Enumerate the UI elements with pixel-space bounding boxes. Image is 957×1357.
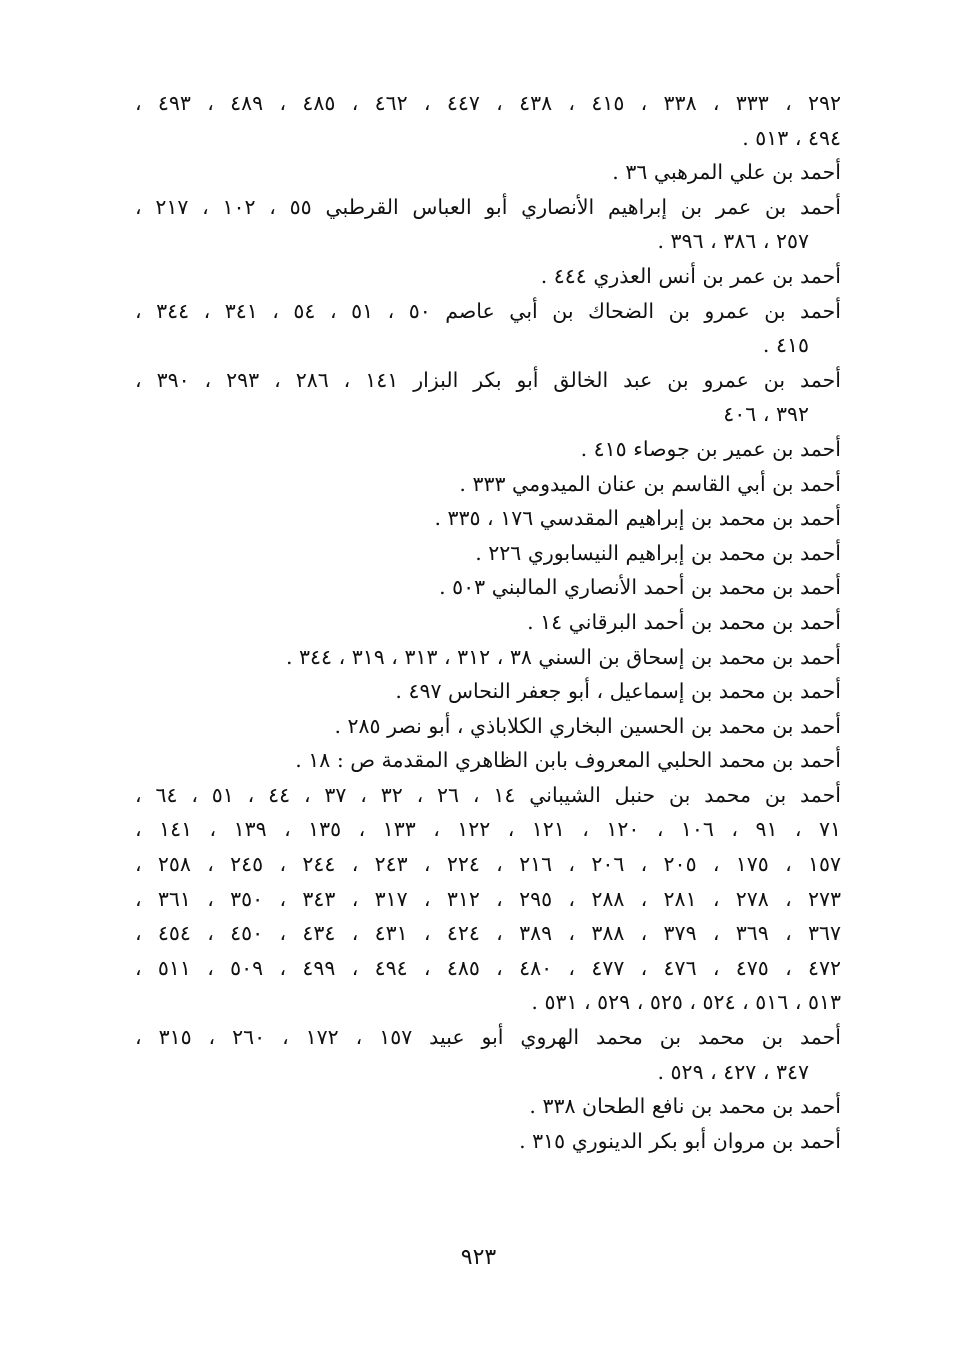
entry-line: أحمد بن محمد بن حنبل الشيباني ١٤ ، ٢٦ ، ٣٢ ، ٣٧ ، ٤٤ ، ٥١ ، ٦٤ ، [135, 782, 841, 807]
entry-line: ٣٩٢ ، ٤٠٦ [723, 402, 809, 427]
entry-line: أحمد بن عمرو بن الضحاك بن أبي عاصم ٥٠ ، ٥١ ، ٥٤ ، ٣٤١ ، ٣٤٤ ، [135, 298, 841, 323]
entry-line: ٢٧٣ ، ٢٧٨ ، ٢٨١ ، ٢٨٨ ، ٢٩٥ ، ٣١٢ ، ٣١٧ ، ٣٤٣ ، ٣٥٠ ، ٣٦١ ، [135, 886, 841, 911]
entry-line: أحمد بن محمد بن إبراهيم النيسابوري ٢٢٦ . [475, 540, 841, 565]
entry-line: ٣٦٧ ، ٣٦٩ ، ٣٧٩ ، ٣٨٨ ، ٣٨٩ ، ٤٢٤ ، ٤٣١ ، ٤٣٤ ، ٤٥٠ ، ٤٥٤ ، [135, 921, 841, 946]
entry-line: أحمد بن عمرو بن عبد الخالق أبو بكر البزار ١٤١ ، ٢٨٦ ، ٢٩٣ ، ٣٩٠ ، [135, 367, 841, 392]
entry-line: أحمد بن مروان أبو بكر الدينوري ٣١٥ . [519, 1128, 841, 1153]
entry-line: أحمد بن محمد بن إسحاق بن السني ٣٨ ، ٣١٢ ، ٣١٣ ، ٣١٩ ، ٣٤٤ . [285, 644, 841, 669]
entry-line: أحمد بن عمير بن جوصاء ٤١٥ . [580, 436, 841, 461]
entry-line: أحمد بن محمد الحلبي المعروف بابن الظاهري المقدمة ص : ١٨ . [295, 748, 841, 773]
entry-line: ٣٤٧ ، ٤٢٧ ، ٥٢٩ . [657, 1059, 809, 1084]
entry-line: أحمد بن محمد بن محمد الهروي أبو عبيد ١٥٧ ، ١٧٢ ، ٢٦٠ ، ٣١٥ ، [135, 1025, 841, 1050]
entry-line: ٥١٣ ، ٥١٦ ، ٥٢٤ ، ٥٢٥ ، ٥٢٩ ، ٥٣١ . [531, 990, 841, 1015]
entry-line: ٢٩٢ ، ٣٣٣ ، ٣٣٨ ، ٤١٥ ، ٤٣٨ ، ٤٤٧ ، ٤٦٢ ، ٤٨٥ ، ٤٨٩ ، ٤٩٣ ، [135, 91, 841, 115]
entry-line: ٤٩٤ ، ٥١٣ . [742, 125, 841, 150]
page-number: ٩٢٣ [460, 1245, 497, 1270]
entry-line: أحمد بن محمد بن إسماعيل ، أبو جعفر النحاس ٤٩٧ . [395, 679, 841, 704]
entry-line: ٢٥٧ ، ٣٨٦ ، ٣٩٦ . [657, 229, 809, 254]
entry-line: أحمد بن علي المرهبي ٣٦ . [612, 160, 841, 185]
entry-line: ٧١ ، ٩١ ، ١٠٦ ، ١٢٠ ، ١٢١ ، ١٢٢ ، ١٣٣ ، ١٣٥ ، ١٣٩ ، ١٤١ ، [135, 817, 841, 842]
entry-line: أحمد بن أبي القاسم بن عنان الميدومي ٣٣٣ . [459, 471, 841, 496]
entry-line: ٤١٥ . [762, 333, 809, 358]
entry-line: أحمد بن محمد بن الحسين البخاري الكلاباذي ، أبو نصر ٢٨٥ . [334, 713, 841, 738]
entry-line: أحمد بن عمر بن إبراهيم الأنصاري أبو العباس القرطبي ٥٥ ، ١٠٢ ، ٢١٧ ، [135, 194, 841, 219]
entry-line: أحمد بن محمد بن نافع الطحان ٣٣٨ . [529, 1094, 841, 1119]
entry-line: ١٥٧ ، ١٧٥ ، ٢٠٥ ، ٢٠٦ ، ٢١٦ ، ٢٢٤ ، ٢٤٣ ، ٢٤٤ ، ٢٤٥ ، ٢٥٨ ، [135, 852, 841, 877]
entry-line: ٤٧٢ ، ٤٧٥ ، ٤٧٦ ، ٤٧٧ ، ٤٨٠ ، ٤٨٥ ، ٤٩٤ ، ٤٩٩ ، ٥٠٩ ، ٥١١ ، [135, 955, 841, 980]
entry-line: أحمد بن محمد بن أحمد الأنصاري المالبني ٥٠٣ . [439, 575, 841, 600]
entry-line: أحمد بن محمد بن أحمد البرقاني ١٤ . [527, 609, 841, 634]
entry-line: أحمد بن محمد بن إبراهيم المقدسي ١٧٦ ، ٣٣٥ . [434, 506, 841, 531]
entry-line: أحمد بن عمر بن أنس العذري ٤٤٤ . [540, 263, 841, 288]
index-text [135, 86, 841, 1158]
